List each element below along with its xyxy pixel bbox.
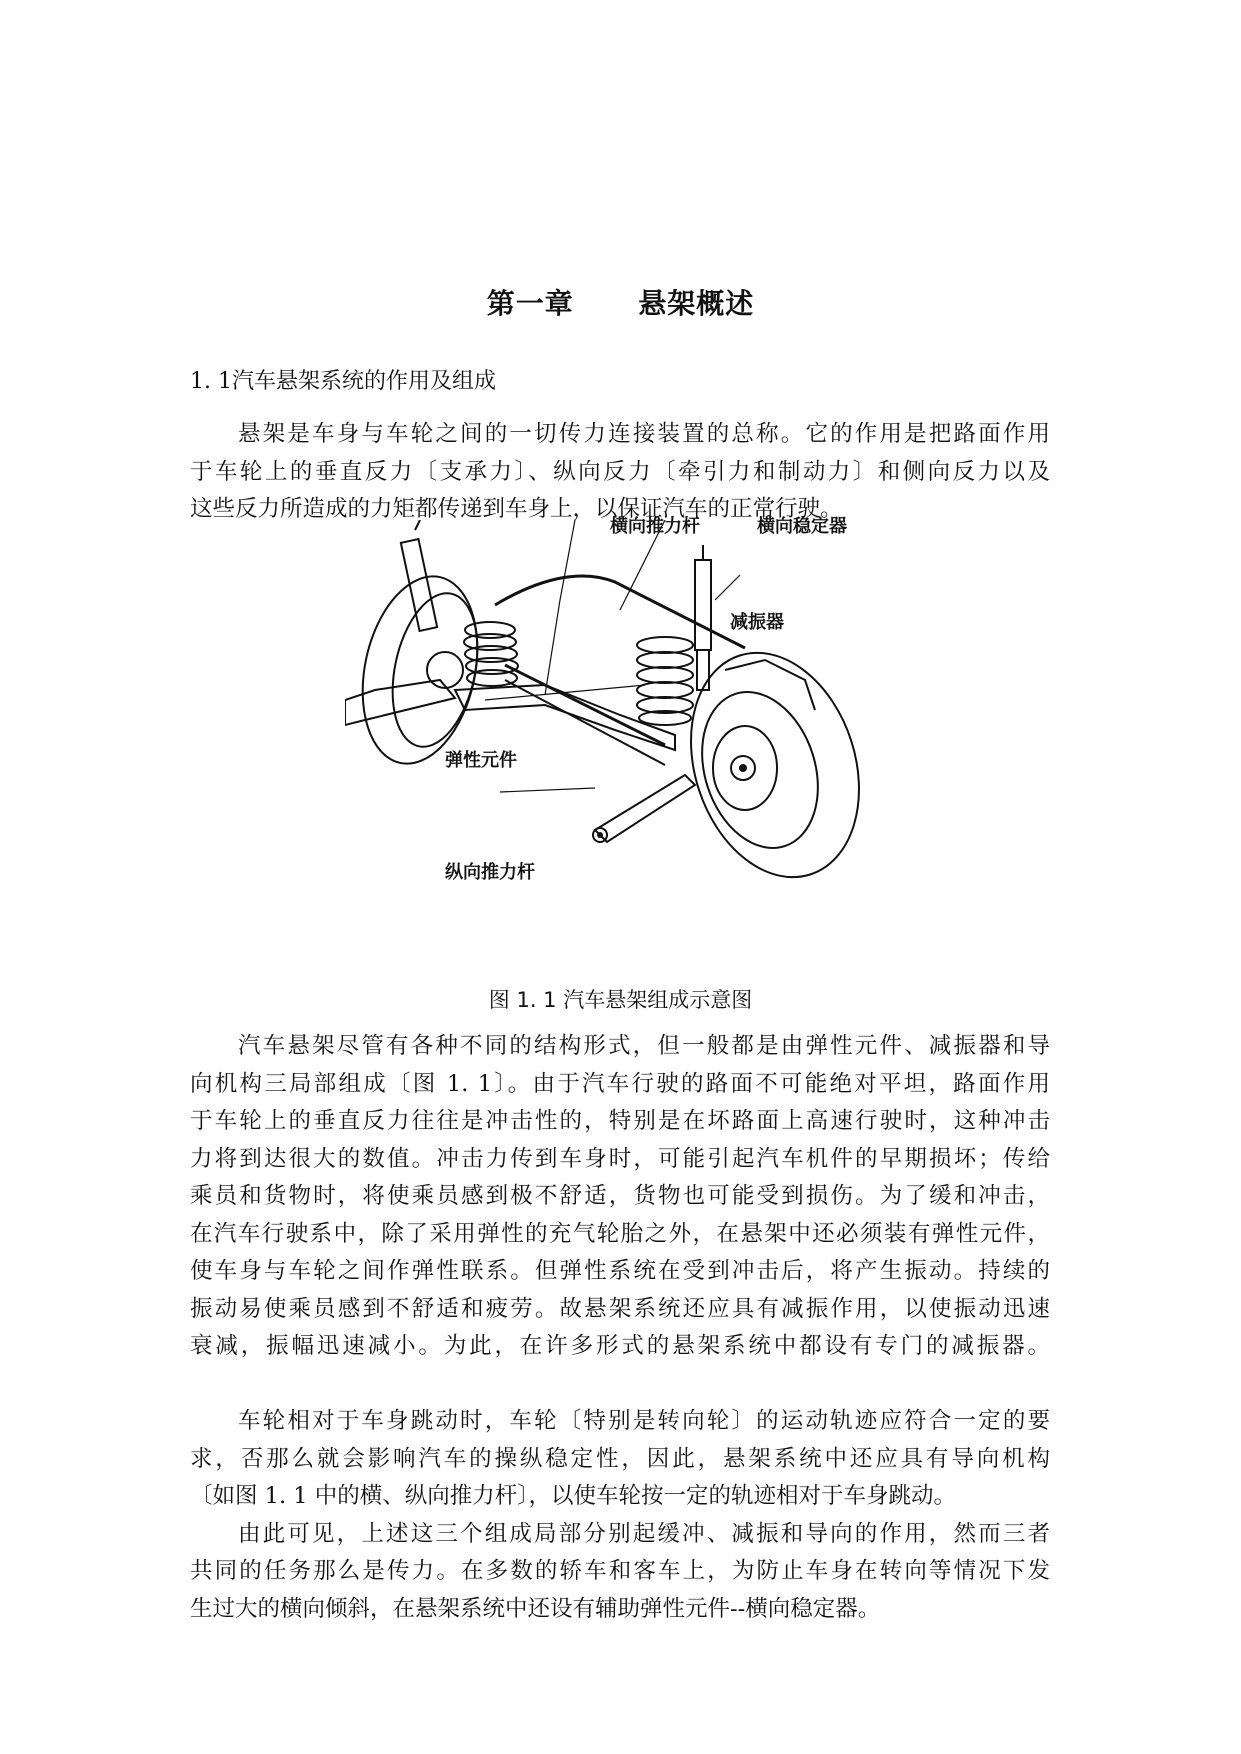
chapter-title: 第一章 悬架概述 [486, 287, 755, 320]
text-line: 汽车悬架尽管有各种不同的结构形式，但一般都是由弹性元件、减振器和导 [238, 1033, 1050, 1059]
trailing-arm [595, 775, 695, 842]
section-heading: 1. 1汽车悬架系统的作用及组成 [190, 369, 496, 394]
main-paragraph [190, 1028, 1050, 1628]
stabilizer-bar [495, 576, 745, 648]
figure-caption: 图 1. 1 汽车悬架组成示意图 [488, 988, 753, 1012]
text-line [190, 1366, 1050, 1404]
label-lateral-rod: 横向推力杆 [610, 516, 700, 537]
text-line: 〔如图 1. 1 中的横、纵向推力杆〕，以使车轮按一定的轨迹相对于车身跳动。 [190, 1483, 956, 1509]
label-elastic-element: 弹性元件 [445, 750, 517, 771]
text-line: 悬架是车身与车轮之间的一切传力连接装置的总称。它的作用是把路面作用 [238, 421, 1050, 447]
text-line: 使车身与车轮之间作弹性联系。但弹性系统在受到冲击后，将产生振动。持续的 [190, 1258, 1050, 1284]
text-line: 力将到达很大的数值。冲击力传到车身时，可能引起汽车机件的早期损坏；传给 [190, 1145, 1050, 1172]
suspension-illustration [345, 520, 905, 935]
right-shock [695, 560, 711, 650]
text-line: 这些反力所造成的力矩都传递到车身上，以保证汽车的正常行驶。 [190, 496, 843, 522]
label-longitudinal-rod: 纵向推力杆 [445, 862, 535, 883]
text-line: 于车轮上的垂直反力往往是冲击性的，特别是在坏路面上高速行驶时，这种冲击 [190, 1108, 1050, 1134]
text-line: 由此可见，上述这三个组成局部分别起缓冲、减振和导向的作用，然而三者 [238, 1520, 1050, 1547]
text-line: 衰减，振幅迅速减小。为此，在许多形式的悬架系统中都设有专门的减振器。 [190, 1333, 1050, 1359]
text-line: 共同的任务那么是传力。在多数的轿车和客车上，为防止车身在转向等情况下发 [190, 1558, 1050, 1584]
text-line: 于车轮上的垂直反力〔支承力〕、纵向反力〔牵引力和制动力〕和侧向反力以及 [190, 458, 1050, 485]
text-line: 振动易使乘员感到不舒适和疲劳。故悬架系统还应具有减振作用，以使振动迅速 [190, 1295, 1050, 1322]
left-shock [401, 539, 437, 631]
text-line: 在汽车行驶系中，除了采用弹性的充气轮胎之外，在悬架中还必须装有弹性元件， [190, 1220, 1050, 1247]
label-shock-absorber: 减振器 [730, 612, 784, 633]
label-stabilizer: 横向稳定器 [757, 516, 847, 537]
text-line: 乘员和货物时，将使乘员感到极不舒适，货物也可能受到损伤。为了缓和冲击， [190, 1183, 1050, 1209]
suspension-figure [345, 516, 905, 935]
text-line: 车轮相对于车身跳动时，车轮〔特别是转向轮〕的运动轨迹应符合一定的要 [238, 1408, 1050, 1434]
text-line: 求，否那么就会影响汽车的操纵稳定性，因此，悬架系统中还应具有导向机构 [190, 1445, 1050, 1472]
text-line: 向机构三局部组成〔图 1. 1〕。由于汽车行驶的路面不可能绝对平坦，路面作用 [190, 1070, 1050, 1097]
text-line: 生过大的横向倾斜，在悬架系统中还设有辅助弹性元件--横向稳定器。 [190, 1595, 881, 1622]
